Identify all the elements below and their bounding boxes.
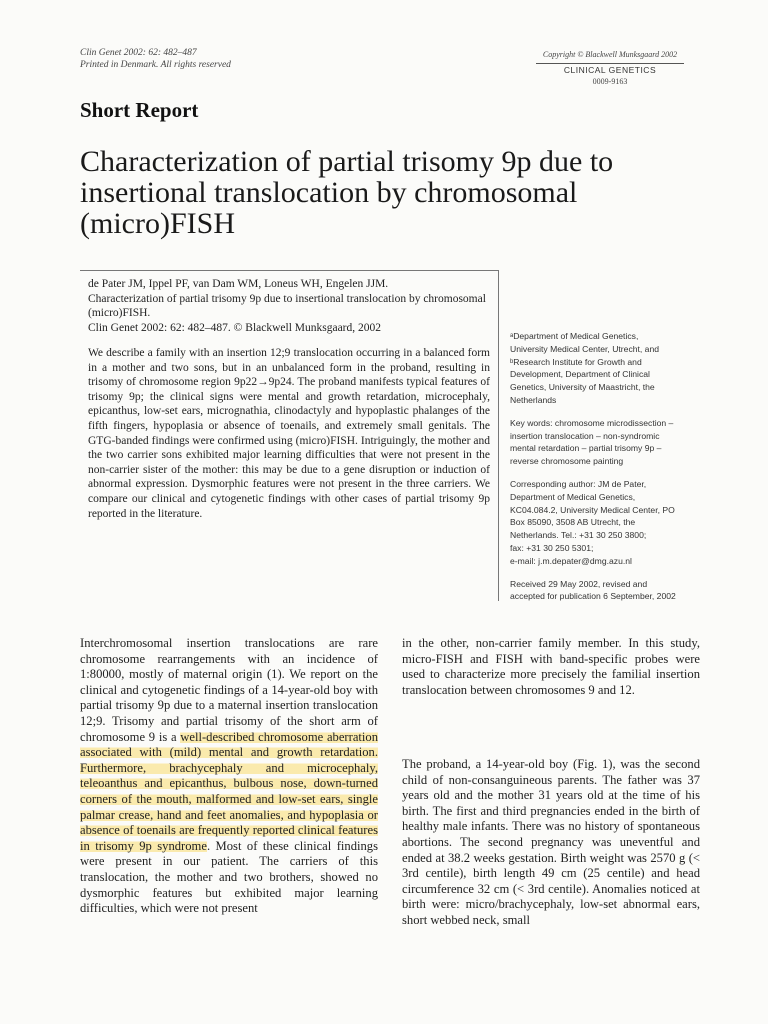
corresponding-author [510,478,702,568]
printed-line: Printed in Denmark. All rights reserved [80,60,231,70]
copyright-line: Copyright © Blackwell Munksgaard 2002 [542,50,678,59]
article-title: Characterization of partial trisomy 9p due to insertional translocation by chromosomal (micro)FISH [80,145,614,240]
affiliations [510,330,702,407]
keywords-line: insertion translocation – non-syndromic [510,430,660,441]
section-label: Short Report [80,98,199,122]
body-column-left [80,636,378,917]
header-rule [536,63,684,64]
correspondence-line: Box 85090, 3508 AB Utrecht, the [510,517,636,528]
citation-block [88,277,490,335]
correspondence-line: Netherlands. Tel.: +31 30 250 3800; [510,530,647,541]
correspondence-line: fax: +31 30 250 5301; [510,542,594,553]
running-header-left [80,47,231,71]
keywords-line: reverse chromosome painting [510,456,624,467]
affiliation-line: ᵃDepartment of Medical Genetics, [510,331,639,341]
author-email[interactable]: e-mail: j.m.depater@dmg.azu.nl [510,555,632,566]
received-line: Received 29 May 2002, revised and [510,578,648,589]
journal-name: CLINICAL GENETICS [563,65,657,75]
correspondence-line: KC04.084.2, University Medical Center, PO [510,504,675,515]
body-column-right-paragraph-1: in the other, non-carrier family member. In this study, micro-FISH and FISH with band-specific probes were used to characterize more precisely the familial insertion translocation between chromosomes 9 and 12. [402,636,700,697]
received-line: accepted for publication 6 September, 2002 [510,591,676,602]
key-words [510,417,702,468]
affiliation-line: Netherlands [510,394,557,405]
citation-journal: Clin Genet 2002: 62: 482–487. © Blackwell Munksgaard, 2002 [88,321,382,334]
body-column-right-paragraph-2: The proband, a 14-year-old boy (Fig. 1), was the second child of non-consanguineous parents. The father was 37 years old and the mother 31 years old at the time of his birth. The first and third pregnancies ended in the birth of healthy male infants. There was no history of spontaneous abortions. The second pregnancy was uneventful and ended at 38.2 weeks gestation. Birth weight was 2570 g (< 3rd centile), birth length 49 cm (25 centile) and head circumference 32 cm (< 3rd centile). Anomalies noticed at birth were: micro/brachycephaly, low-set abnormal ears, short webbed neck, small [402,757,700,927]
affiliation-line: Development, Department of Clinical [510,369,650,380]
intro-text-continued: . Most of these clinical findings were present in our patient. The carriers of this translocation, the mother and two brothers, showed no dysmorphic features but exhibited major learning difficulties, which were not present [80,838,378,916]
intro-text: Interchromosomal insertion translocations are rare chromosome rearrangements with an incidence of 1:80000, mostly of maternal origin (1). We report on the clinical and cytogenetic findings of a 14-year-old boy with partial trisomy 9p due to a maternal insertion translocation 12;9. Trisomy and partial trisomy of the short arm of chromosome 9 is a [80,636,378,744]
article-sidebar [510,330,702,613]
affiliation-line: Genetics, University of Maastricht, the [510,382,655,393]
running-header-right [536,49,684,87]
issn: 0009-9163 [592,77,628,86]
abstract-text: We describe a family with an insertion 12;9 translocation occurring in a balanced form in a mother and two sons, but in an unbalanced form in the proband, resulting in trisomy of chromosome region 9p22→9p24. The proband manifests typical features of trisomy 9p; the clinical signs were mental and growth retardation, microcephaly, epicanthus, low-set ears, micrognathia, clinodactyly and hypoplastic phalanges of the fifth fingers, hypoplasia or absence of toenails, and extremely small genitals. The GTG-banded findings were confirmed using (micro)FISH. Intriguingly, the mother and the two carrier sons exhibited major learning difficulties that were not present in the non-carrier sister of the mother: this may be due to a gene disruption or induction of abnormal expression. Dysmorphic features were not present in the three carriers. We compare our clinical and cytogenetic findings with other cases of partial trisomy 9p reported in the literature. [88,347,490,520]
received-dates [510,578,702,604]
highlighted-text: well-described chromosome aberration associated with (mild) mental and growth retardation. Furthermore, brachycephaly and microcephaly, teleoanthus and epicanthus, bulbous nose, down-turned corners of the mouth, malformed and low-set ears, single palmar crease, hand and feet anomalies, and hypoplasia or absence of toenails are frequently reported clinical features in trisomy 9p syndrome [80,729,378,853]
keywords-line: Key words: chromosome microdissection – [510,417,674,428]
journal-citation-line: Clin Genet 2002: 62: 482–487 [80,48,197,58]
correspondence-line: Department of Medical Genetics, [510,491,636,502]
affiliation-line: ᵇResearch Institute for Growth and [510,356,642,367]
affiliation-line: University Medical Center, Utrecht, and [510,343,660,354]
citation-authors: de Pater JM, Ippel PF, van Dam WM, Loneus WH, Engelen JJM. [88,278,389,290]
correspondence-line: Corresponding author: JM de Pater, [510,478,647,489]
keywords-line: mental retardation – partial trisomy 9p – [510,443,662,454]
citation-title: Characterization of partial trisomy 9p due to insertional translocation by chromosomal (micro)FISH. [88,292,486,320]
